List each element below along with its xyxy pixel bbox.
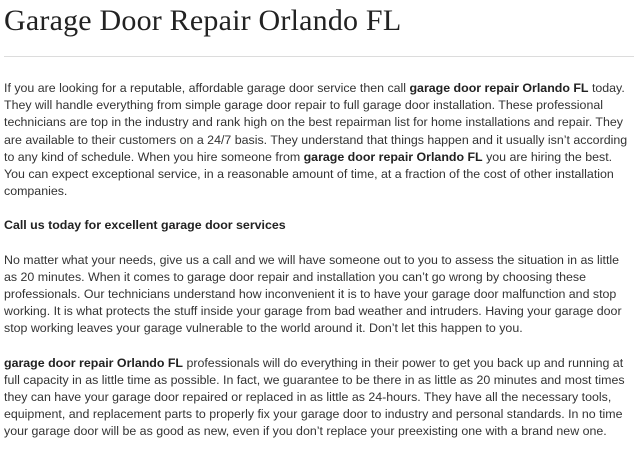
business-name-bold: garage door repair Orlando FL bbox=[303, 149, 483, 164]
article-body bbox=[4, 80, 634, 458]
business-name-bold: garage door repair Orlando FL bbox=[4, 355, 184, 370]
paragraph-intro-text-3: you are hiring the best. You can expect exceptional service, in a reasonable amount of time, at a fraction of the cost of other installation companies. bbox=[4, 149, 614, 199]
paragraph-intro bbox=[4, 80, 634, 200]
title-divider bbox=[4, 56, 634, 57]
paragraph-intro-text-2: today. They will handle everything from simple garage door repair to full garage door installation. These professional technicians are top in the industry and rank high on the best repairman list for home installations and repair. They are available to their customers on a 24/7 basis. They understand that things happen and it usually isn’t according to any kind of schedule. When you hire someone from bbox=[4, 81, 628, 164]
paragraph-intro-text-1: If you are looking for a reputable, affordable garage door service then call bbox=[4, 81, 410, 95]
page-title: Garage Door Repair Orlando FL bbox=[4, 4, 402, 37]
business-name-bold: garage door repair Orlando FL bbox=[409, 81, 589, 95]
paragraph-guarantee bbox=[4, 355, 634, 441]
paragraph-guarantee-text: professionals will do everything in their power to get you back up and running at full capacity in as little time as possible. In fact, we guarantee to be there in as little as 20 minutes and most times they can have your garage door repaired or replaced in as little as 24-hours. They have all the necessary tools, equipment, and replacement parts to properly fix your garage door to industry and personal standards. In no time your garage door will be as good as new, even if you don’t replace your preexisting one with a brand new one. bbox=[4, 355, 625, 439]
section-subheading: Call us today for excellent garage door services bbox=[4, 218, 286, 233]
paragraph-needs: No matter what your needs, give us a call and we will have someone out to you to assess the situation in as little as 20 minutes. When it comes to garage door repair and installation you can’t go wrong by choosing these professionals. Our technicians understand how inconvenient it is to have your garage door malfunction and stop working. It is what protects the stuff inside your garage from bad weather and intruders. Having your garage door stop working leaves your garage vulnerable to the world around it. Don’t let this happen to you. bbox=[4, 252, 622, 336]
